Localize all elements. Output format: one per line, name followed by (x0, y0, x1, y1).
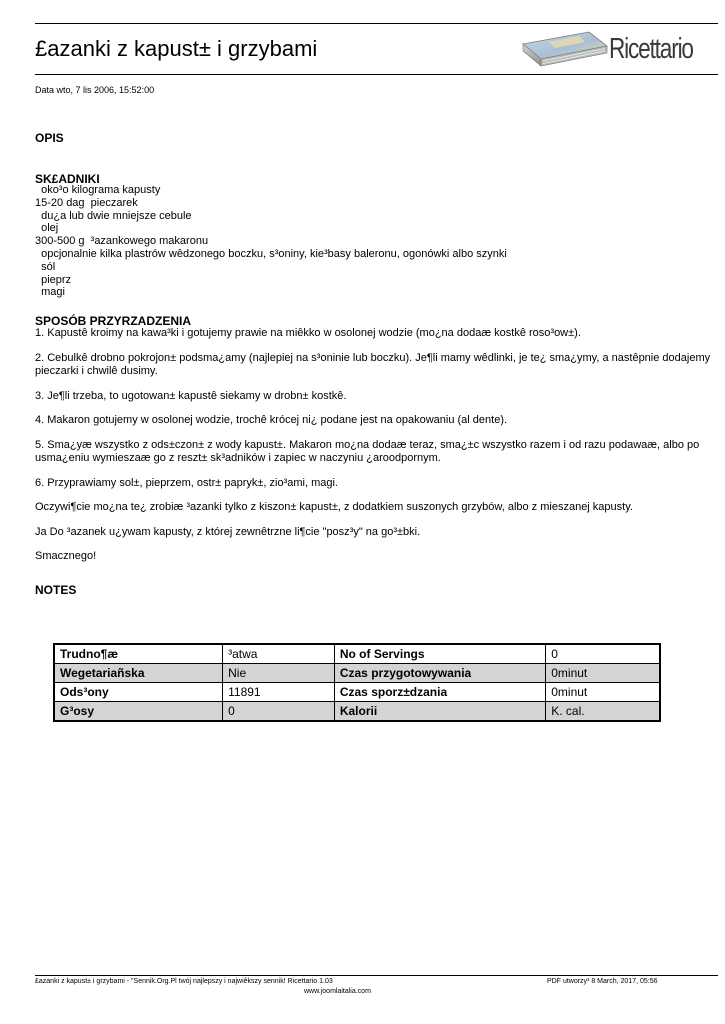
table-cell-label: Kalorii (334, 702, 545, 722)
table-row (54, 644, 660, 664)
table-cell-label: Wegetariañska (54, 664, 223, 683)
table-cell-value: 0minut (546, 683, 660, 702)
table-cell-label: Ods³ony (54, 683, 223, 702)
recipe-info-table (53, 643, 661, 722)
step-paragraph: 6. Przyprawiamy sol±, pieprzem, ostr± papryk±, zio³ami, magi. (35, 476, 338, 489)
table-cell-value: 11891 (223, 683, 335, 702)
footer-source-text: £azanki z kapust± i grzybami - "Sennik.Org.Pl twój najlepszy i najwiêkszy sennik! Ricettario 1.03 (35, 978, 333, 985)
ingredient-item: magi (35, 286, 65, 299)
ingredients-list (35, 184, 507, 299)
ingredient-item: du¿a lub dwie mniejsze cebule (35, 209, 192, 222)
section-title-notes: NOTES (35, 583, 77, 597)
step-paragraph: 2. Cebulkê drobno pokrojon± podsma¿amy (najlepiej na s³oninie lub boczku). Je¶li mamy wêdlinki, je te¿ sma¿ymy, a nastêpnie dodajemy pieczarki i chwilê dusimy. (35, 351, 711, 377)
table-cell-value: ³atwa (223, 644, 335, 664)
table-cell-label: No of Servings (334, 644, 545, 664)
table-cell-label: Czas przygotowywania (334, 664, 545, 683)
table-cell-label: Trudno¶æ (54, 644, 223, 664)
preparation-steps (35, 327, 715, 575)
table-cell-value: 0 (546, 644, 660, 664)
logo-wordmark: Ricettario (609, 33, 693, 65)
step-paragraph: Smacznego! (35, 550, 97, 562)
step-paragraph: 5. Sma¿yæ wszystko z ods±czon± z wody kapust±. Makaron mo¿na dodaæ teraz, sma¿±c wszystko razem i od razu podawaæ, albo po usma¿eniu wymieszaæ go z reszt± sk³adników i zapiec w naczyniu ¿aroodpornym. (35, 438, 700, 464)
table-row (54, 664, 660, 683)
step-paragraph: 3. Je¶li trzeba, to ugotowan± kapustê siekamy w drobn± kostkê. (35, 389, 347, 402)
section-title-sposob: SPOSÓB PRZYRZADZENIA (35, 314, 192, 328)
table-cell-value: 0 (223, 702, 335, 722)
ingredient-item: opcjonalnie kilka plastrów wêdzonego boczku, s³oniny, kie³basy baleronu, ogonówki albo szynki (35, 247, 507, 260)
table-cell-value: Nie (223, 664, 335, 683)
ingredient-item: 300-500 g ³azankowego makaronu (35, 235, 209, 248)
footer-url: www.joomlaitalia.com (304, 988, 371, 995)
ingredient-item: 15-20 dag pieczarek (35, 196, 138, 209)
section-title-skladniki: SK£ADNIKI (35, 172, 100, 186)
step-paragraph: Ja Do ³azanek u¿ywam kapusty, z której zewnêtrzne li¶cie "posz³y" na go³±bki. (35, 525, 421, 538)
ingredient-item: sól (35, 260, 56, 273)
ingredient-item: olej (35, 222, 59, 235)
table-row (54, 702, 660, 722)
ingredient-item: oko³o kilograma kapusty (35, 184, 161, 196)
section-title-opis: OPIS (35, 131, 64, 145)
header-bottom-rule (35, 74, 718, 75)
ingredient-item: pieprz (35, 273, 72, 286)
table-cell-value: K. cal. (546, 702, 660, 722)
header-top-rule (35, 23, 718, 24)
table-row (54, 683, 660, 702)
table-cell-label: G³osy (54, 702, 223, 722)
table-cell-value: 0minut (546, 664, 660, 683)
recipe-title: £azanki z kapust± i grzybami (35, 36, 318, 61)
step-paragraph: 4. Makaron gotujemy w osolonej wodzie, trochê krócej ni¿ podane jest na opakowaniu (al dente). (35, 414, 508, 426)
step-paragraph: 1. Kapustê kroimy na kawa³ki i gotujemy prawie na miêkko w osolonej wodzie (mo¿na dodaæ kostkê roso³ow±). (35, 327, 581, 339)
step-paragraph: Oczywi¶cie mo¿na te¿ zrobiæ ³azanki tylko z kiszon± kapust±, z dodatkiem suszonych grzybów, albo z mieszanej kapusty. (35, 501, 633, 513)
footer-pdf-created: PDF utworzy³ 8 March, 2017, 05:56 (547, 978, 658, 985)
date-line: Data wto, 7 lis 2006, 15:52:00 (35, 85, 155, 95)
footer-rule (35, 975, 718, 976)
table-cell-label: Czas sporz±dzania (334, 683, 545, 702)
